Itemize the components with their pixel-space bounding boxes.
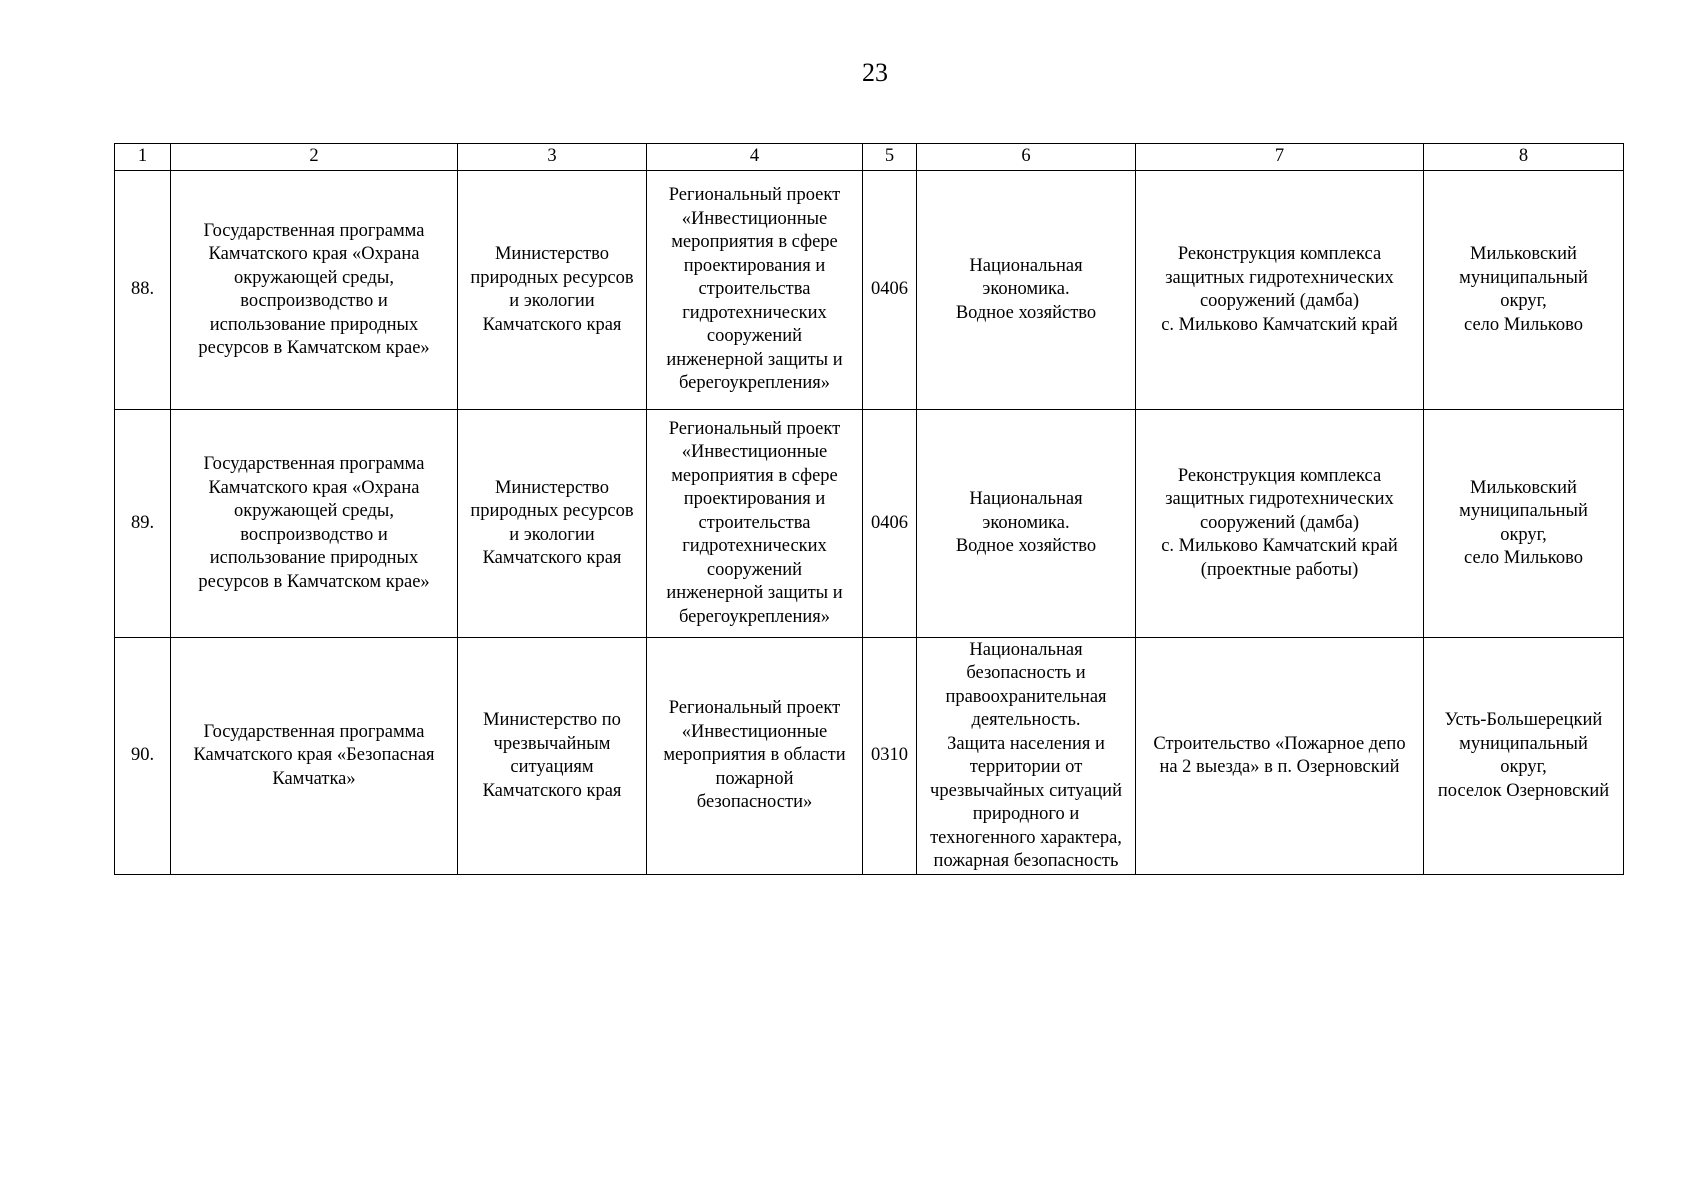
page-number: 23	[862, 58, 888, 87]
header-row	[115, 144, 1624, 171]
program-cell: Государственная программа Камчатского края «Охрана окружающей среды, воспроизводство и использование природных ресурсов в Камчатском крае»	[171, 410, 458, 638]
section-cell: Национальная экономика. Водное хозяйство	[917, 171, 1136, 410]
project-cell: Региональный проект «Инвестиционные мероприятия в области пожарной безопасности»	[647, 638, 863, 875]
code-cell: 0310	[863, 638, 917, 875]
row-number-cell: 90.	[115, 638, 171, 875]
project-cell: Региональный проект «Инвестиционные мероприятия в сфере проектирования и строительства гидротехнических сооружений инженерной защиты и берегоукрепления»	[647, 410, 863, 638]
row-number-cell: 89.	[115, 410, 171, 638]
column-header-3: 3	[458, 144, 647, 171]
row-number-cell: 88.	[115, 171, 171, 410]
table-row	[115, 638, 1624, 875]
location-cell: Усть-Большерецкий муниципальный округ, поселок Озерновский	[1424, 638, 1624, 875]
column-header-7: 7	[1136, 144, 1424, 171]
column-header-2: 2	[171, 144, 458, 171]
table-row	[115, 410, 1624, 638]
location-cell: Мильковский муниципальный округ, село Мильково	[1424, 171, 1624, 410]
object-cell: Строительство «Пожарное депо на 2 выезда» в п. Озерновский	[1136, 638, 1424, 875]
column-header-8: 8	[1424, 144, 1624, 171]
ministry-cell: Министерство природных ресурсов и экологии Камчатского края	[458, 171, 647, 410]
object-cell: Реконструкция комплекса защитных гидротехнических сооружений (дамба) с. Мильково Камчатский край	[1136, 171, 1424, 410]
code-cell: 0406	[863, 410, 917, 638]
code-cell: 0406	[863, 171, 917, 410]
program-cell: Государственная программа Камчатского края «Безопасная Камчатка»	[171, 638, 458, 875]
location-cell: Мильковский муниципальный округ, село Мильково	[1424, 410, 1624, 638]
column-header-4: 4	[647, 144, 863, 171]
program-cell: Государственная программа Камчатского края «Охрана окружающей среды, воспроизводство и использование природных ресурсов в Камчатском крае»	[171, 171, 458, 410]
object-cell: Реконструкция комплекса защитных гидротехнических сооружений (дамба) с. Мильково Камчатский край (проектные работы)	[1136, 410, 1424, 638]
column-header-1: 1	[115, 144, 171, 171]
column-header-6: 6	[917, 144, 1136, 171]
section-cell: Национальная безопасность и правоохранительная деятельность. Защита населения и территории от чрезвычайных ситуаций природного и техногенного характера, пожарная безопасность	[917, 638, 1136, 875]
ministry-cell: Министерство природных ресурсов и экологии Камчатского края	[458, 410, 647, 638]
project-cell: Региональный проект «Инвестиционные мероприятия в сфере проектирования и строительства гидротехнических сооружений инженерной защиты и берегоукрепления»	[647, 171, 863, 410]
column-header-5: 5	[863, 144, 917, 171]
section-cell: Национальная экономика. Водное хозяйство	[917, 410, 1136, 638]
document-table	[114, 143, 1624, 875]
ministry-cell: Министерство по чрезвычайным ситуациям Камчатского края	[458, 638, 647, 875]
table-row	[115, 171, 1624, 410]
